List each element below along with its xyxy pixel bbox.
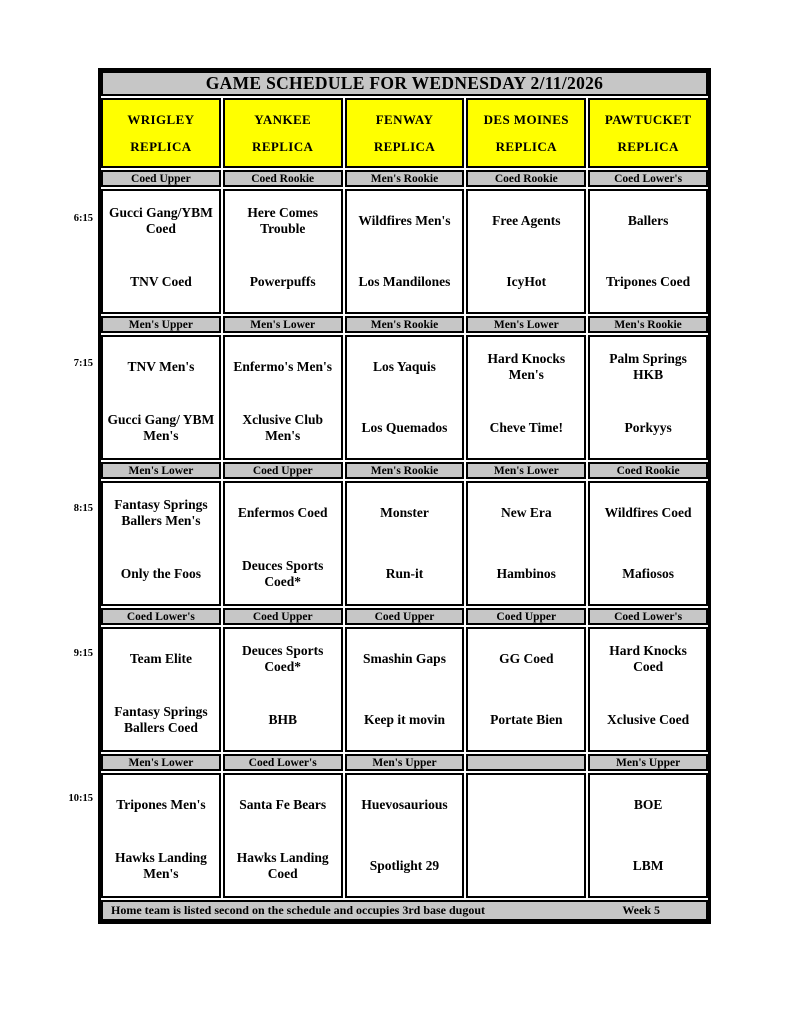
venue-name: YANKEE bbox=[254, 112, 312, 128]
away-team: Wildfires Men's bbox=[358, 213, 451, 229]
home-team: IcyHot bbox=[506, 273, 547, 289]
home-team: Portate Bien bbox=[490, 711, 563, 727]
division-label: Men's Lower bbox=[223, 316, 343, 333]
game-cell bbox=[345, 481, 465, 606]
away-team: Tripones Men's bbox=[116, 797, 206, 813]
division-label: Coed Upper bbox=[101, 170, 221, 187]
game-cell bbox=[588, 189, 708, 314]
home-team: Hambinos bbox=[496, 565, 556, 581]
home-team: Mafiosos bbox=[622, 565, 674, 581]
game-cell bbox=[466, 335, 586, 460]
away-team: Gucci Gang/YBM Coed bbox=[108, 205, 213, 237]
away-team bbox=[471, 775, 581, 836]
away-team: Hard Knocks Coed bbox=[609, 643, 687, 675]
game-cell-empty bbox=[466, 773, 586, 898]
division-label: Men's Rookie bbox=[588, 316, 708, 333]
game-cell bbox=[345, 335, 465, 460]
division-label: Coed Lower's bbox=[588, 170, 708, 187]
game-cell bbox=[223, 773, 343, 898]
game-cell bbox=[223, 189, 343, 314]
week-label: Week 5 bbox=[622, 903, 660, 917]
time-label: 10:15 bbox=[68, 793, 93, 804]
division-label: Coed Lower's bbox=[588, 608, 708, 625]
division-label: Coed Lower's bbox=[101, 608, 221, 625]
division-label: Men's Rookie bbox=[345, 462, 465, 479]
home-team: Only the Foos bbox=[120, 565, 202, 581]
home-team: Run-it bbox=[385, 565, 424, 581]
home-team: BHB bbox=[268, 711, 297, 727]
venue-header-yankee bbox=[223, 98, 343, 168]
division-label: Men's Lower bbox=[466, 316, 586, 333]
away-team: Deuces Sports Coed* bbox=[242, 643, 324, 675]
division-label: Coed Upper bbox=[466, 608, 586, 625]
venue-subtitle: REPLICA bbox=[495, 138, 557, 154]
division-label: Men's Rookie bbox=[345, 316, 465, 333]
away-team: Ballers bbox=[627, 213, 669, 229]
game-cell bbox=[588, 773, 708, 898]
away-team: Smashin Gaps bbox=[363, 651, 446, 667]
venue-name: DES MOINES bbox=[483, 112, 569, 128]
home-team: Fantasy Springs Ballers Coed bbox=[114, 703, 208, 735]
away-team: Wildfires Coed bbox=[604, 505, 692, 521]
division-label: Men's Upper bbox=[345, 754, 465, 771]
page-title: GAME SCHEDULE FOR WEDNESDAY 2/11/2026 bbox=[101, 71, 708, 96]
game-cell bbox=[223, 481, 343, 606]
venue-header-des-moines bbox=[466, 98, 586, 168]
game-cell bbox=[101, 335, 221, 460]
home-team: Porkyys bbox=[624, 419, 672, 435]
game-cell bbox=[588, 627, 708, 752]
away-team: Here Comes Trouble bbox=[247, 205, 318, 237]
home-team: TNV Coed bbox=[130, 273, 192, 289]
time-label: 9:15 bbox=[73, 648, 93, 659]
home-team: Tripones Coed bbox=[606, 273, 691, 289]
venue-subtitle: REPLICA bbox=[252, 138, 314, 154]
venue-name: PAWTUCKET bbox=[604, 112, 692, 128]
footer-note: Home team is listed second on the schedule and occupies 3rd base dugout bbox=[111, 903, 486, 917]
away-team: Monster bbox=[380, 505, 429, 521]
home-team: LBM bbox=[632, 857, 664, 873]
away-team: Team Elite bbox=[129, 651, 192, 667]
home-team: Xclusive Coed bbox=[607, 711, 690, 727]
game-cell bbox=[466, 627, 586, 752]
division-label: Men's Lower bbox=[101, 754, 221, 771]
game-cell bbox=[101, 627, 221, 752]
away-team: Fantasy Springs Ballers Men's bbox=[114, 497, 208, 529]
division-label: Men's Upper bbox=[588, 754, 708, 771]
game-cell bbox=[223, 335, 343, 460]
home-team: Gucci Gang/ YBM Men's bbox=[107, 411, 215, 443]
home-team bbox=[471, 836, 581, 897]
division-label: Men's Upper bbox=[101, 316, 221, 333]
away-team: Enfermos Coed bbox=[237, 505, 328, 521]
footer-bar bbox=[101, 900, 708, 921]
home-team: Los Mandilones bbox=[358, 273, 451, 289]
game-cell bbox=[466, 481, 586, 606]
venue-subtitle: REPLICA bbox=[130, 138, 192, 154]
game-cell bbox=[223, 627, 343, 752]
home-team: Los Quemados bbox=[361, 419, 448, 435]
home-team: Cheve Time! bbox=[489, 419, 563, 435]
game-cell bbox=[345, 189, 465, 314]
game-cell bbox=[101, 189, 221, 314]
venue-name: FENWAY bbox=[375, 112, 434, 128]
division-label: Coed Rookie bbox=[466, 170, 586, 187]
away-team: Santa Fe Bears bbox=[239, 797, 327, 813]
away-team: Los Yaquis bbox=[373, 359, 436, 375]
away-team: Palm Springs HKB bbox=[609, 351, 687, 383]
home-team: Deuces Sports Coed* bbox=[242, 557, 324, 589]
venue-name: WRIGLEY bbox=[127, 112, 195, 128]
division-label: Coed Lower's bbox=[223, 754, 343, 771]
division-label: Men's Lower bbox=[101, 462, 221, 479]
venue-subtitle: REPLICA bbox=[617, 138, 679, 154]
home-team: Hawks Landing Coed bbox=[236, 849, 329, 881]
game-cell bbox=[588, 481, 708, 606]
away-team: Free Agents bbox=[492, 213, 561, 229]
time-label: 8:15 bbox=[73, 503, 93, 514]
away-team: Huevosaurious bbox=[361, 797, 448, 813]
venue-header-pawtucket bbox=[588, 98, 708, 168]
venue-subtitle: REPLICA bbox=[373, 138, 436, 154]
game-cell bbox=[345, 773, 465, 898]
division-label: Coed Upper bbox=[345, 608, 465, 625]
division-label: Coed Upper bbox=[223, 608, 343, 625]
game-cell bbox=[466, 189, 586, 314]
division-label: Men's Lower bbox=[466, 462, 586, 479]
schedule-table bbox=[98, 68, 711, 924]
division-label: Coed Rookie bbox=[223, 170, 343, 187]
time-label: 7:15 bbox=[73, 358, 93, 369]
game-cell bbox=[345, 627, 465, 752]
home-team: Keep it movin bbox=[363, 711, 445, 727]
away-team: TNV Men's bbox=[127, 359, 195, 375]
game-cell bbox=[101, 773, 221, 898]
division-label: Men's Rookie bbox=[345, 170, 465, 187]
time-label: 6:15 bbox=[73, 213, 93, 224]
away-team: Enfermo's Men's bbox=[233, 359, 332, 375]
away-team: New Era bbox=[500, 505, 552, 521]
home-team: Powerpuffs bbox=[249, 273, 316, 289]
away-team: GG Coed bbox=[499, 651, 554, 667]
venue-header-fenway bbox=[345, 98, 465, 168]
division-label-empty bbox=[466, 754, 586, 771]
division-label: Coed Rookie bbox=[588, 462, 708, 479]
home-team: Xclusive Club Men's bbox=[242, 411, 324, 443]
venue-header-wrigley bbox=[101, 98, 221, 168]
home-team: Spotlight 29 bbox=[369, 857, 440, 873]
division-label: Coed Upper bbox=[223, 462, 343, 479]
away-team: BOE bbox=[633, 797, 663, 813]
game-cell bbox=[101, 481, 221, 606]
home-team: Hawks Landing Men's bbox=[114, 849, 207, 881]
game-cell bbox=[588, 335, 708, 460]
away-team: Hard Knocks Men's bbox=[487, 351, 566, 383]
